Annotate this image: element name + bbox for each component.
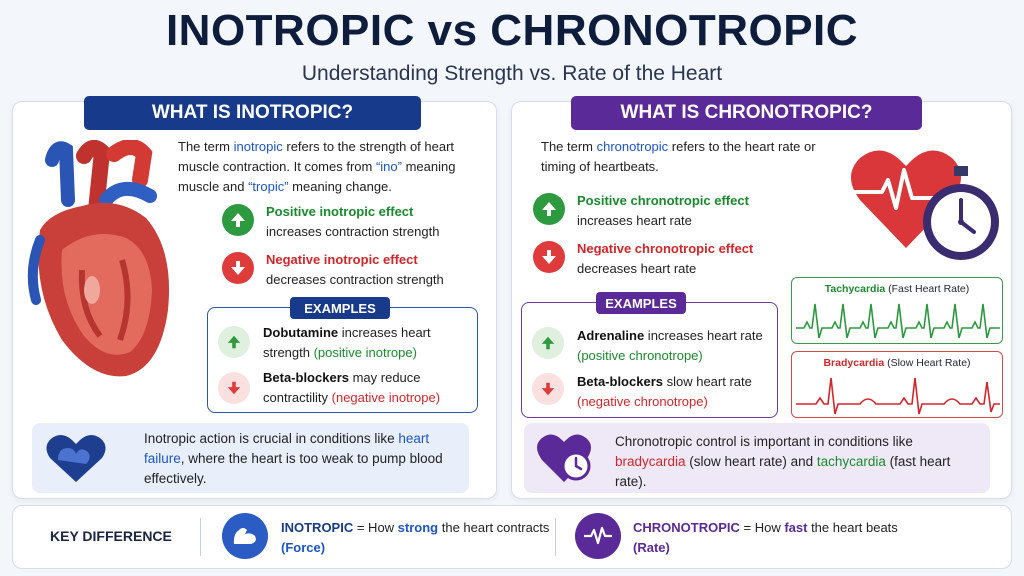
brady-name: Bradycardia [823,357,885,369]
chronotropic-example-1 [577,326,777,366]
key-chrono-eq: = How [739,520,785,535]
note-text: (fast heart rate). [615,454,951,489]
key-chronotropic [633,518,953,558]
key-ino-rest: the heart contracts [438,520,550,535]
positive-chronotropic-title: Positive chronotropic effect [577,193,749,208]
chronotropic-header: WHAT IS CHRONOTROPIC? [571,96,922,130]
intro-term: chronotropic [596,139,669,154]
note-bradycardia: bradycardia [615,454,686,469]
heart-clock-icon [536,432,596,484]
negative-inotropic [266,250,486,290]
key-ino-term: INOTROPIC [281,520,354,535]
key-chrono-term: CHRONOTROPIC [633,520,740,535]
muscle-heart-icon [44,432,108,484]
brady-desc: (Slow Heart Rate) [884,357,971,369]
muscle-icon [222,513,268,559]
bradycardia-box [791,351,1003,418]
inotropic-header: WHAT IS INOTROPIC? [84,96,421,130]
heart-anatomy-icon [22,140,182,390]
negative-inotropic-title: Negative inotropic effect [266,252,418,267]
divider [200,518,201,556]
chronotropic-examples-label: EXAMPLES [596,292,686,314]
note-tachycardia: tachycardia [816,454,886,469]
example-text: increases heart strength [263,325,431,360]
note-text: , where the heart is too weak to pump blood effectively. [144,451,443,486]
note-text: Inotropic action is crucial in conditions like [144,431,399,446]
up-arrow-icon [533,193,565,225]
negative-chronotropic-title: Negative chronotropic effect [577,241,754,256]
positive-chronotropic [577,191,797,231]
page-subtitle: Understanding Strength vs. Rate of the Heart [301,62,723,85]
note-highlight: heart failure [144,431,430,466]
pulse-icon [575,513,621,559]
intro-text: meaning change. [288,179,392,194]
example-note: (negative inotrope) [331,390,441,405]
ecg-pulse-icon [796,372,1000,416]
up-arrow-icon [218,326,250,358]
example-drug: Beta-blockers [577,374,663,389]
divider [555,518,556,556]
key-difference-label: KEY DIFFERENCE [50,528,172,544]
inotropic-intro [178,137,483,197]
tachy-name: Tachycardia [824,283,886,295]
chronotropic-example-2 [577,372,777,412]
key-chrono-tag: (Rate) [633,540,670,555]
intro-term: inotropic [233,139,283,154]
intro-text: meaning muscle and [178,159,456,194]
page-title: INOTROPIC vs CHRONOTROPIC [165,6,859,55]
ecg-pulse-icon [796,298,1000,342]
example-drug: Dobutamine [263,325,339,340]
intro-text: The term [178,139,234,154]
intro-text: The term [541,139,597,154]
key-inotropic [281,518,551,558]
tachycardia-box [791,277,1003,344]
positive-chronotropic-desc: increases heart rate [577,213,692,228]
key-ino-eq: = How [353,520,398,535]
down-arrow-icon [532,373,564,405]
intro-ino: “ino” [375,159,402,174]
intro-text: refers to the heart rate or timing of heartbeats. [541,139,816,174]
key-ino-word: strong [397,520,439,535]
intro-tropic: “tropic” [248,179,289,194]
tachy-desc: (Fast Heart Rate) [885,283,970,295]
intro-text: refers to the strength of heart muscle contraction. It comes from [178,139,455,174]
example-text: increases heart rate [644,328,763,343]
note-text: (slow heart rate) and [685,454,817,469]
example-text: slow heart rate [662,374,752,389]
key-ino-tag: (Force) [281,540,326,555]
example-text: may reduce contractility [263,370,421,405]
inotropic-note [144,429,456,489]
example-drug: Adrenaline [577,328,645,343]
down-arrow-icon [222,252,254,284]
inotropic-example-1 [263,323,473,363]
heart-stopwatch-icon [846,136,1008,266]
positive-inotropic-title: Positive inotropic effect [266,204,414,219]
key-chrono-word: fast [784,520,808,535]
negative-chronotropic [577,239,797,279]
down-arrow-icon [218,372,250,404]
negative-inotropic-desc: decreases contraction strength [266,272,444,287]
example-note: (positive chronotrope) [577,348,703,363]
down-arrow-icon [533,241,565,273]
up-arrow-icon [222,204,254,236]
example-note: (negative chronotrope) [577,394,708,409]
chronotropic-note [615,432,960,492]
key-chrono-rest: the heart beats [807,520,898,535]
inotropic-examples-label: EXAMPLES [290,297,390,319]
example-note: (positive inotrope) [313,345,417,360]
example-drug: Beta-blockers [263,370,349,385]
note-text: Chronotropic control is important in conditions like [615,434,913,449]
negative-chronotropic-desc: decreases heart rate [577,261,697,276]
up-arrow-icon [532,327,564,359]
inotropic-example-2 [263,368,475,408]
positive-inotropic [266,202,486,242]
positive-inotropic-desc: increases contraction strength [266,224,440,239]
chronotropic-intro [541,137,841,177]
